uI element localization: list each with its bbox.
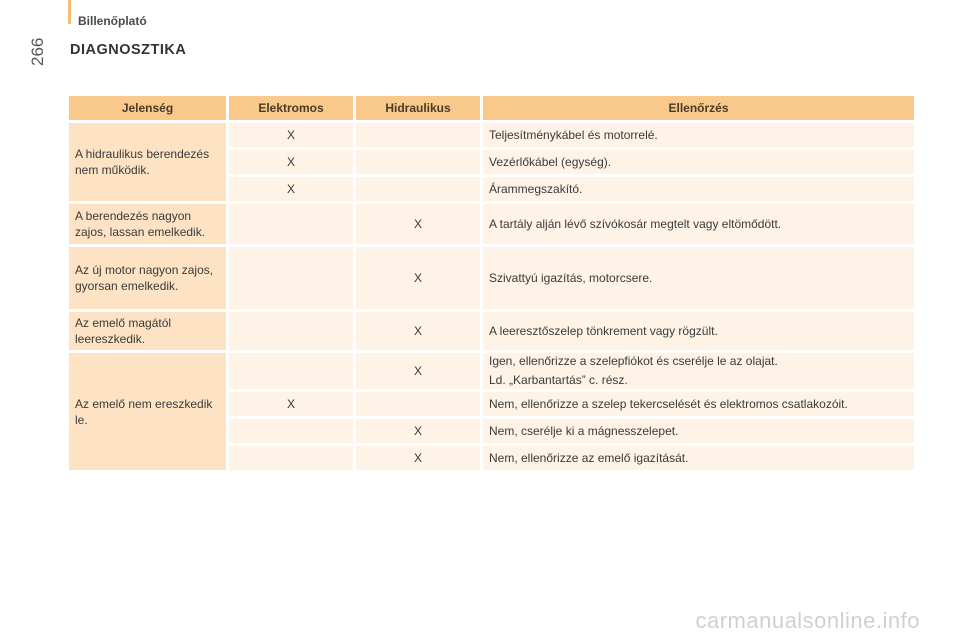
hydraulic-mark: X xyxy=(356,353,480,389)
chapter-accent-bar xyxy=(68,0,71,24)
check-cell: Szivattyú igazítás, motorcsere. xyxy=(483,247,914,309)
electric-mark xyxy=(229,312,353,350)
page-title: DIAGNOSZTIKA xyxy=(70,42,187,58)
column-header-check: Ellenőrzés xyxy=(483,96,914,120)
hydraulic-mark xyxy=(356,392,480,416)
column-header-symptom: Jelenség xyxy=(69,96,226,120)
check-cell: Nem, ellenőrizze az emelő igazítását. xyxy=(483,446,914,470)
symptom-cell: Az új motor nagyon zajos, gyorsan emelkedik. xyxy=(69,247,226,309)
column-header-electric: Elektromos xyxy=(229,96,353,120)
table-row xyxy=(69,123,914,147)
watermark: carmanualsonline.info xyxy=(695,608,920,633)
check-cell: Árammegszakító. xyxy=(483,177,914,201)
chapter-title: Billenőplató xyxy=(78,14,147,28)
check-line-reference: Ld. „Karbantartás” c. rész. xyxy=(489,373,628,387)
hydraulic-mark: X xyxy=(356,419,480,443)
electric-mark: X xyxy=(229,177,353,201)
electric-mark xyxy=(229,247,353,309)
symptom-cell: Az emelő magától leereszkedik. xyxy=(69,312,226,350)
check-cell: Nem, cserélje ki a mágnesszelepet. xyxy=(483,419,914,443)
table-header-row xyxy=(69,96,914,120)
check-cell: Vezérlőkábel (egység). xyxy=(483,150,914,174)
electric-mark xyxy=(229,419,353,443)
table-row xyxy=(69,353,914,389)
check-cell: Nem, ellenőrizze a szelep tekercselését és elektromos csatlakozóit. xyxy=(483,392,914,416)
electric-mark xyxy=(229,204,353,244)
diagnostics-table xyxy=(66,93,917,473)
electric-mark: X xyxy=(229,392,353,416)
check-line: Igen, ellenőrizze a szelepfiókot és cserélje le az olajat. xyxy=(489,354,778,368)
check-cell: Teljesítménykábel és motorrelé. xyxy=(483,123,914,147)
electric-mark xyxy=(229,353,353,389)
hydraulic-mark: X xyxy=(356,204,480,244)
table-row xyxy=(69,247,914,309)
electric-mark: X xyxy=(229,123,353,147)
column-header-hydraulic: Hidraulikus xyxy=(356,96,480,120)
hydraulic-mark: X xyxy=(356,446,480,470)
electric-mark: X xyxy=(229,150,353,174)
check-cell: A tartály alján lévő szívókosár megtelt vagy eltömődött. xyxy=(483,204,914,244)
hydraulic-mark: X xyxy=(356,312,480,350)
check-cell: A leeresztőszelep tönkrement vagy rögzült. xyxy=(483,312,914,350)
symptom-cell: Az emelő nem ereszkedik le. xyxy=(69,353,226,470)
hydraulic-mark xyxy=(356,123,480,147)
symptom-cell: A berendezés nagyon zajos, lassan emelkedik. xyxy=(69,204,226,244)
hydraulic-mark xyxy=(356,177,480,201)
electric-mark xyxy=(229,446,353,470)
page-number: 266 xyxy=(28,37,47,66)
symptom-cell: A hidraulikus berendezés nem működik. xyxy=(69,123,226,201)
table-row xyxy=(69,204,914,244)
hydraulic-mark: X xyxy=(356,247,480,309)
check-cell xyxy=(483,353,914,389)
table-row xyxy=(69,312,914,350)
hydraulic-mark xyxy=(356,150,480,174)
